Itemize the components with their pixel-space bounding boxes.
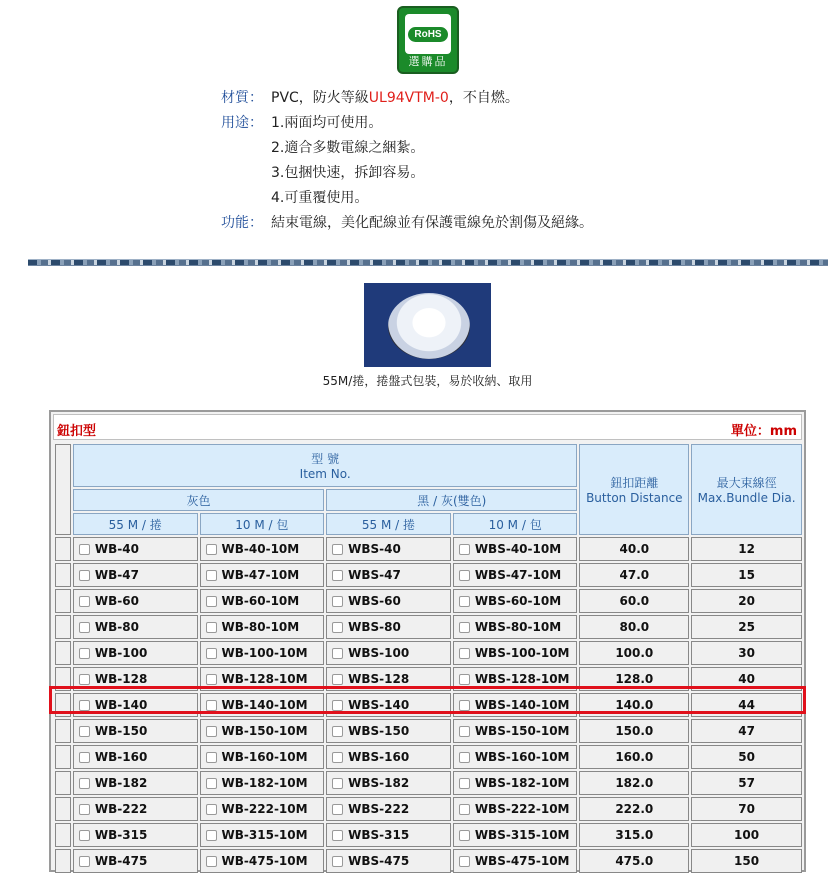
item-cell	[453, 667, 578, 691]
bundle-dia-value: 40	[691, 667, 802, 691]
item-checkbox[interactable]	[459, 856, 470, 867]
item-checkbox-label[interactable]	[454, 750, 577, 764]
item-code: WBS-128	[348, 672, 410, 686]
item-cell	[200, 771, 325, 795]
item-cell	[453, 563, 578, 587]
item-cell	[73, 615, 198, 639]
item-checkbox[interactable]	[206, 544, 217, 555]
row-spacer	[55, 589, 71, 613]
row-spacer	[55, 797, 71, 821]
item-checkbox-label[interactable]	[201, 672, 324, 686]
item-checkbox[interactable]	[332, 674, 343, 685]
item-code: WB-160	[94, 750, 148, 764]
bundle-dia-value: 20	[691, 589, 802, 613]
function-label: 功能：	[221, 215, 263, 231]
table-row	[55, 693, 802, 717]
item-cell	[326, 823, 451, 847]
item-code: WBS-475	[348, 854, 410, 868]
button-distance-value: 47.0	[579, 563, 689, 587]
item-cell	[326, 667, 451, 691]
item-code: WBS-150-10M	[474, 724, 570, 738]
usage-label: 用途：	[221, 115, 263, 131]
item-checkbox[interactable]	[332, 570, 343, 581]
product-specs	[221, 86, 593, 236]
item-checkbox-label[interactable]	[74, 698, 197, 712]
item-checkbox-label[interactable]	[454, 724, 577, 738]
row-spacer	[55, 823, 71, 847]
button-distance-value: 100.0	[579, 641, 689, 665]
item-code: WB-315-10M	[221, 828, 308, 842]
item-checkbox[interactable]	[332, 804, 343, 815]
bundle-dia-value: 57	[691, 771, 802, 795]
item-checkbox-label[interactable]	[327, 776, 450, 790]
item-cell	[200, 797, 325, 821]
item-checkbox[interactable]	[459, 804, 470, 815]
item-code: WB-315	[94, 828, 148, 842]
pkg-55m-header: 55 M / 捲	[73, 513, 198, 535]
item-checkbox-label[interactable]	[201, 776, 324, 790]
gray-header: 灰色	[73, 489, 324, 511]
item-checkbox-label[interactable]	[327, 828, 450, 842]
table-row	[55, 823, 802, 847]
button-distance-value: 80.0	[579, 615, 689, 639]
item-cell	[200, 615, 325, 639]
table-row	[55, 589, 802, 613]
item-code: WBS-40-10M	[474, 542, 562, 556]
item-checkbox-label[interactable]	[454, 620, 577, 634]
item-cell	[326, 719, 451, 743]
item-checkbox-label[interactable]	[201, 594, 324, 608]
item-code: WB-150-10M	[221, 724, 308, 738]
item-cell	[200, 563, 325, 587]
item-checkbox[interactable]	[206, 804, 217, 815]
item-checkbox-label[interactable]	[327, 724, 450, 738]
item-cell	[453, 797, 578, 821]
item-cell	[73, 693, 198, 717]
item-checkbox[interactable]	[79, 648, 90, 659]
button-distance-value: 60.0	[579, 589, 689, 613]
button-distance-value: 40.0	[579, 537, 689, 561]
item-checkbox[interactable]	[332, 726, 343, 737]
item-checkbox-label[interactable]	[201, 750, 324, 764]
table-row	[55, 537, 802, 561]
item-checkbox[interactable]	[79, 544, 90, 555]
table-row	[55, 641, 802, 665]
table-unit: 單位：mm	[730, 424, 797, 439]
row-spacer	[55, 693, 71, 717]
bundle-dia-value: 50	[691, 745, 802, 769]
item-code: WB-80	[94, 620, 139, 634]
item-cell	[73, 849, 198, 873]
item-code: WBS-60	[348, 594, 401, 608]
item-checkbox[interactable]	[206, 856, 217, 867]
row-spacer	[55, 537, 71, 561]
item-code: WBS-222	[348, 802, 410, 816]
item-checkbox[interactable]	[206, 778, 217, 789]
item-checkbox-label[interactable]	[454, 542, 577, 556]
row-spacer	[55, 719, 71, 743]
item-checkbox-label[interactable]	[201, 542, 324, 556]
item-code: WB-140	[94, 698, 148, 712]
item-no-header: 型 號 Item No.	[73, 444, 578, 487]
item-code: WB-128	[94, 672, 148, 686]
item-code: WB-475-10M	[221, 854, 308, 868]
item-code: WBS-160-10M	[474, 750, 570, 764]
button-distance-value: 128.0	[579, 667, 689, 691]
item-code: WB-150	[94, 724, 148, 738]
item-code: WBS-60-10M	[474, 594, 562, 608]
item-cell	[453, 615, 578, 639]
item-code: WB-222-10M	[221, 802, 308, 816]
item-checkbox-label[interactable]	[454, 854, 577, 868]
item-code: WB-80-10M	[221, 620, 300, 634]
item-checkbox-label[interactable]	[454, 646, 577, 660]
item-code: WBS-222-10M	[474, 802, 570, 816]
item-checkbox[interactable]	[206, 648, 217, 659]
item-checkbox[interactable]	[206, 674, 217, 685]
table-row	[55, 719, 802, 743]
item-checkbox-label[interactable]	[454, 828, 577, 842]
item-cell	[73, 537, 198, 561]
item-checkbox-label[interactable]	[454, 672, 577, 686]
item-code: WBS-47	[348, 568, 401, 582]
spec-material	[221, 86, 593, 111]
rohs-badge-inner	[405, 14, 451, 54]
row-spacer	[55, 849, 71, 873]
item-checkbox-label[interactable]	[454, 594, 577, 608]
item-code: WBS-160	[348, 750, 410, 764]
item-cell	[73, 641, 198, 665]
item-cell	[326, 797, 451, 821]
item-checkbox[interactable]	[459, 700, 470, 711]
item-checkbox-label[interactable]	[327, 620, 450, 634]
item-checkbox[interactable]	[206, 700, 217, 711]
material-label: 材質：	[221, 90, 263, 106]
header-spacer	[55, 444, 71, 535]
item-checkbox[interactable]	[79, 726, 90, 737]
item-cell	[326, 641, 451, 665]
item-code: WB-60	[94, 594, 139, 608]
item-code: WBS-315	[348, 828, 410, 842]
item-cell	[73, 589, 198, 613]
item-cell	[453, 719, 578, 743]
item-code: WBS-150	[348, 724, 410, 738]
item-checkbox[interactable]	[459, 648, 470, 659]
table-title: 鈕扣型	[57, 424, 97, 439]
item-code: WBS-315-10M	[474, 828, 570, 842]
item-cell	[326, 693, 451, 717]
item-checkbox-label[interactable]	[74, 646, 197, 660]
pkg-55m-header: 55 M / 捲	[326, 513, 451, 535]
button-distance-value: 150.0	[579, 719, 689, 743]
row-spacer	[55, 745, 71, 769]
section-divider	[28, 259, 828, 266]
item-code: WBS-80	[348, 620, 401, 634]
item-checkbox[interactable]	[332, 778, 343, 789]
item-code: WB-475	[94, 854, 148, 868]
item-code: WBS-182-10M	[474, 776, 570, 790]
function-value: 結束電線，美化配線並有保護電線免於割傷及絕緣。	[271, 215, 593, 231]
button-distance-header: 鈕扣距離 Button Distance	[579, 444, 689, 535]
item-checkbox-label[interactable]	[74, 724, 197, 738]
item-cell	[200, 823, 325, 847]
item-code: WBS-47-10M	[474, 568, 562, 582]
rohs-label: RoHS	[408, 27, 447, 42]
item-code: WBS-182	[348, 776, 410, 790]
item-checkbox[interactable]	[332, 752, 343, 763]
item-cell	[453, 537, 578, 561]
item-checkbox[interactable]	[79, 596, 90, 607]
item-cell	[326, 537, 451, 561]
item-cell	[73, 771, 198, 795]
item-cell	[73, 667, 198, 691]
usage-item: 4.可重覆使用。	[271, 190, 369, 206]
item-checkbox-label[interactable]	[201, 802, 324, 816]
item-checkbox[interactable]	[459, 752, 470, 763]
button-distance-value: 222.0	[579, 797, 689, 821]
material-value: PVC，防火等級UL94VTM-0，不自燃。	[271, 90, 519, 106]
item-cell	[73, 745, 198, 769]
item-checkbox-label[interactable]	[327, 698, 450, 712]
row-spacer	[55, 771, 71, 795]
item-cell	[200, 719, 325, 743]
bundle-dia-value: 30	[691, 641, 802, 665]
item-table	[53, 442, 804, 875]
bundle-dia-value: 70	[691, 797, 802, 821]
button-distance-value: 160.0	[579, 745, 689, 769]
item-cell	[326, 745, 451, 769]
item-code: WB-140-10M	[221, 698, 308, 712]
pkg-10m-header: 10 M / 包	[453, 513, 578, 535]
item-cell	[200, 667, 325, 691]
item-code: WBS-140-10M	[474, 698, 570, 712]
bundle-dia-value: 25	[691, 615, 802, 639]
table-row	[55, 745, 802, 769]
item-checkbox-label[interactable]	[74, 802, 197, 816]
item-code: WBS-100	[348, 646, 410, 660]
item-checkbox-label[interactable]	[201, 568, 324, 582]
item-checkbox-label[interactable]	[327, 802, 450, 816]
item-checkbox[interactable]	[79, 674, 90, 685]
item-checkbox-label[interactable]	[201, 724, 324, 738]
usage-item: 2.適合多數電線之綑紮。	[271, 140, 425, 156]
item-checkbox[interactable]	[206, 622, 217, 633]
item-checkbox-label[interactable]	[74, 672, 197, 686]
item-checkbox[interactable]	[459, 596, 470, 607]
item-checkbox[interactable]	[79, 856, 90, 867]
item-cell	[73, 719, 198, 743]
item-checkbox-label[interactable]	[201, 620, 324, 634]
item-code: WBS-475-10M	[474, 854, 570, 868]
bundle-dia-value: 47	[691, 719, 802, 743]
item-cell	[453, 641, 578, 665]
item-code: WB-47-10M	[221, 568, 300, 582]
table-row	[55, 615, 802, 639]
row-spacer	[55, 615, 71, 639]
item-cell	[453, 693, 578, 717]
table-row	[55, 563, 802, 587]
item-cell	[200, 849, 325, 873]
item-checkbox-label[interactable]	[74, 620, 197, 634]
item-code: WBS-100-10M	[474, 646, 570, 660]
item-cell	[453, 771, 578, 795]
item-code: WB-47	[94, 568, 139, 582]
button-distance-value: 475.0	[579, 849, 689, 873]
spec-function	[221, 211, 593, 236]
item-checkbox[interactable]	[79, 570, 90, 581]
item-code: WB-222	[94, 802, 148, 816]
item-code: WBS-40	[348, 542, 401, 556]
item-checkbox[interactable]	[79, 700, 90, 711]
item-checkbox-label[interactable]	[327, 646, 450, 660]
item-cell	[73, 797, 198, 821]
item-checkbox-label[interactable]	[74, 776, 197, 790]
item-checkbox-label[interactable]	[74, 750, 197, 764]
item-checkbox[interactable]	[79, 830, 90, 841]
item-checkbox[interactable]	[332, 596, 343, 607]
item-code: WB-60-10M	[221, 594, 300, 608]
bundle-dia-value: 12	[691, 537, 802, 561]
item-code: WB-182-10M	[221, 776, 308, 790]
item-code: WB-182	[94, 776, 148, 790]
pkg-10m-header: 10 M / 包	[200, 513, 325, 535]
item-checkbox[interactable]	[206, 830, 217, 841]
item-checkbox-label[interactable]	[454, 802, 577, 816]
item-checkbox[interactable]	[206, 570, 217, 581]
item-checkbox-label[interactable]	[201, 646, 324, 660]
item-cell	[453, 849, 578, 873]
item-code: WB-100-10M	[221, 646, 308, 660]
item-checkbox-label[interactable]	[201, 698, 324, 712]
item-cell	[453, 823, 578, 847]
item-checkbox-label[interactable]	[454, 568, 577, 582]
item-checkbox[interactable]	[459, 830, 470, 841]
item-code: WB-100	[94, 646, 148, 660]
item-checkbox[interactable]	[206, 726, 217, 737]
item-checkbox-label[interactable]	[327, 672, 450, 686]
button-distance-value: 140.0	[579, 693, 689, 717]
bundle-dia-value: 150	[691, 849, 802, 873]
item-code: WBS-140	[348, 698, 410, 712]
item-checkbox[interactable]	[79, 622, 90, 633]
item-cell	[200, 589, 325, 613]
item-checkbox[interactable]	[332, 856, 343, 867]
item-checkbox-label[interactable]	[74, 542, 197, 556]
item-cell	[326, 589, 451, 613]
item-checkbox-label[interactable]	[74, 594, 197, 608]
item-cell	[453, 589, 578, 613]
item-checkbox-label[interactable]	[327, 854, 450, 868]
item-cell	[326, 771, 451, 795]
table-row	[55, 667, 802, 691]
item-checkbox[interactable]	[459, 674, 470, 685]
item-checkbox-label[interactable]	[327, 594, 450, 608]
row-spacer	[55, 641, 71, 665]
item-checkbox[interactable]	[206, 596, 217, 607]
item-code: WB-40	[94, 542, 139, 556]
row-spacer	[55, 667, 71, 691]
black-gray-header: 黑 / 灰(雙色)	[326, 489, 577, 511]
photo-caption: 55M/捲，捲盤式包裝，易於收納、取用	[322, 374, 533, 388]
item-checkbox[interactable]	[206, 752, 217, 763]
item-checkbox[interactable]	[459, 726, 470, 737]
product-photo	[364, 283, 491, 367]
row-spacer	[55, 563, 71, 587]
item-checkbox-label[interactable]	[327, 542, 450, 556]
table-row	[55, 849, 802, 873]
bundle-dia-value: 100	[691, 823, 802, 847]
item-checkbox[interactable]	[332, 700, 343, 711]
item-checkbox-label[interactable]	[454, 776, 577, 790]
item-checkbox[interactable]	[459, 570, 470, 581]
item-cell	[453, 745, 578, 769]
item-checkbox[interactable]	[79, 804, 90, 815]
item-checkbox[interactable]	[79, 778, 90, 789]
tape-reel-image	[388, 293, 470, 359]
item-checkbox-label[interactable]	[74, 828, 197, 842]
usage-item: 3.包捆快速，拆卸容易。	[271, 165, 425, 181]
item-code: WB-128-10M	[221, 672, 308, 686]
item-cell	[326, 615, 451, 639]
item-checkbox-label[interactable]	[327, 568, 450, 582]
item-checkbox-label[interactable]	[74, 854, 197, 868]
item-cell	[200, 641, 325, 665]
product-table	[49, 410, 806, 872]
item-cell	[200, 693, 325, 717]
item-checkbox[interactable]	[459, 544, 470, 555]
item-checkbox[interactable]	[459, 778, 470, 789]
item-code: WBS-80-10M	[474, 620, 562, 634]
item-cell	[200, 745, 325, 769]
spec-usage	[221, 111, 593, 136]
item-checkbox-label[interactable]	[454, 698, 577, 712]
item-cell	[326, 849, 451, 873]
item-code: WB-160-10M	[221, 750, 308, 764]
button-distance-value: 315.0	[579, 823, 689, 847]
item-checkbox[interactable]	[79, 752, 90, 763]
item-checkbox[interactable]	[332, 622, 343, 633]
table-row	[55, 797, 802, 821]
item-checkbox-label[interactable]	[327, 750, 450, 764]
item-checkbox-label[interactable]	[201, 854, 324, 868]
item-cell	[73, 563, 198, 587]
item-cell	[73, 823, 198, 847]
bundle-dia-value: 15	[691, 563, 802, 587]
table-title-bar	[53, 414, 802, 440]
item-checkbox[interactable]	[332, 544, 343, 555]
usage-item: 1.兩面均可使用。	[271, 115, 383, 131]
flame-grade: UL94VTM-0	[368, 90, 449, 106]
item-code: WB-40-10M	[221, 542, 300, 556]
item-checkbox-label[interactable]	[74, 568, 197, 582]
item-checkbox[interactable]	[332, 648, 343, 659]
button-distance-value: 182.0	[579, 771, 689, 795]
rohs-badge	[397, 6, 459, 74]
item-checkbox-label[interactable]	[201, 828, 324, 842]
bundle-dia-value: 44	[691, 693, 802, 717]
item-code: WBS-128-10M	[474, 672, 570, 686]
item-checkbox[interactable]	[459, 622, 470, 633]
item-cell	[200, 537, 325, 561]
item-cell	[326, 563, 451, 587]
table-row	[55, 771, 802, 795]
item-checkbox[interactable]	[332, 830, 343, 841]
bundle-dia-header: 最大束線徑 Max.Bundle Dia.	[691, 444, 802, 535]
optional-item-label: 選購品	[408, 55, 448, 68]
